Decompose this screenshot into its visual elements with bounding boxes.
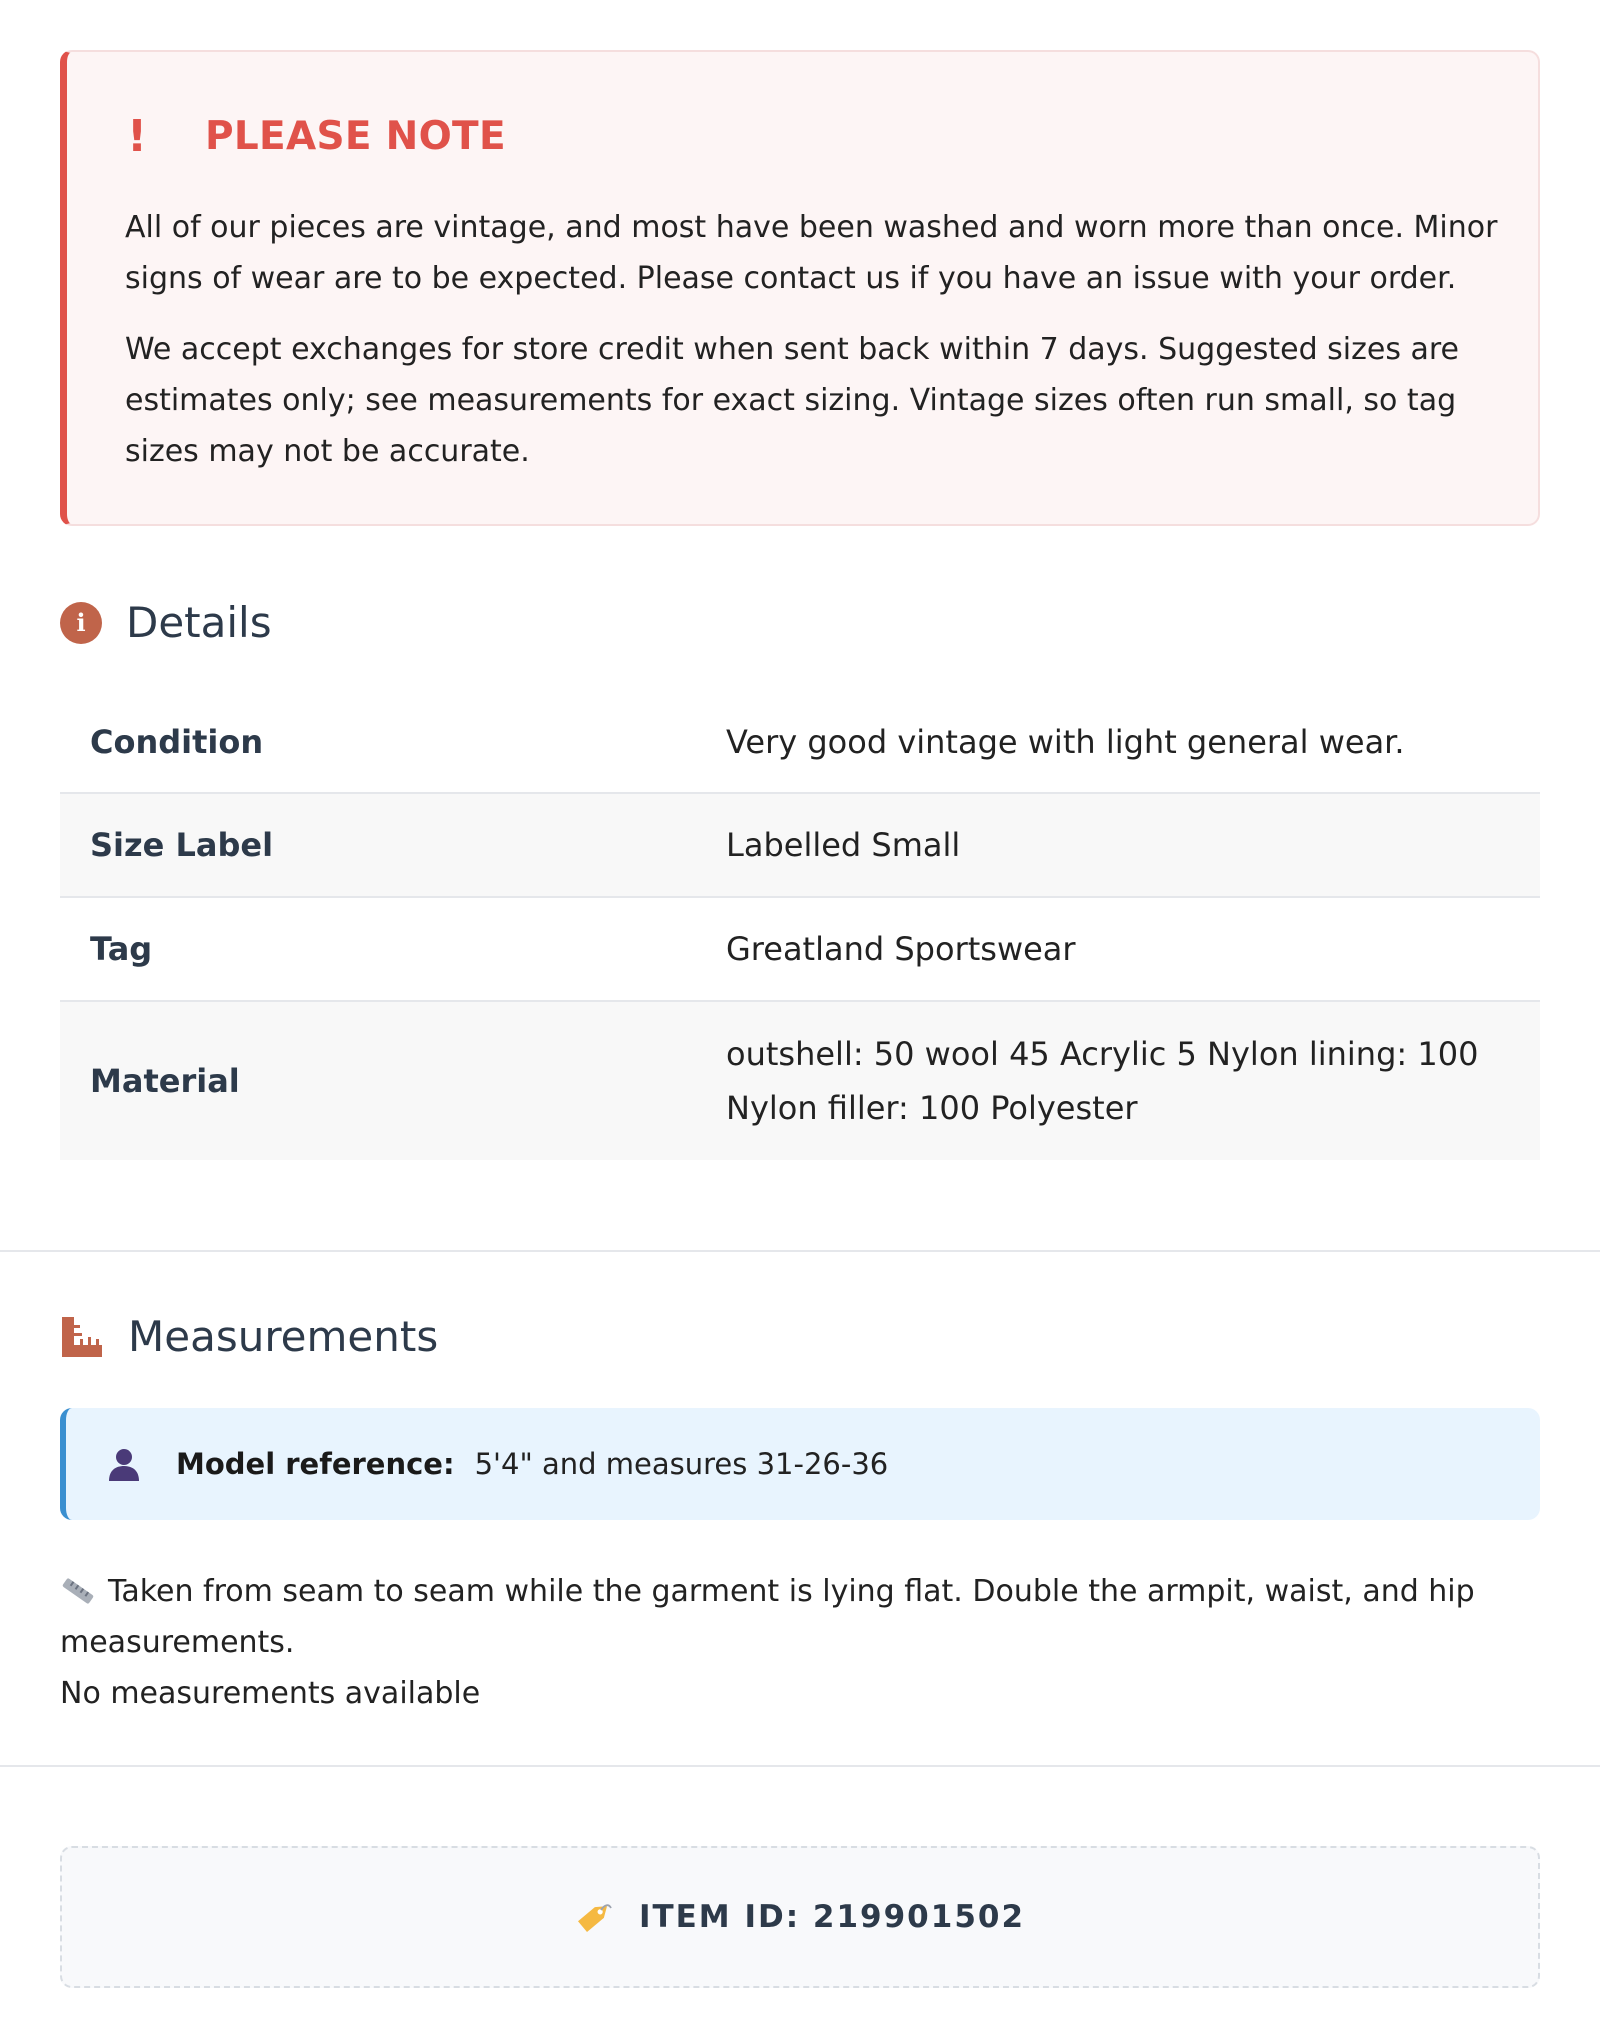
- note-paragraph-2: We accept exchanges for store credit when sent back within 7 days. Suggested sizes are estimates only; see measurements for exact sizing. Vintage sizes often run small, so tag sizes may not be accurate.: [125, 332, 1460, 469]
- item-id-text: ITEM ID: 219901502: [638, 1899, 1026, 1935]
- model-reference-value: 5'4" and measures 31-26-36: [474, 1447, 889, 1481]
- person-icon: [106, 1446, 142, 1482]
- row-label: Size Label: [90, 826, 274, 864]
- table-row: [60, 1002, 1540, 1160]
- tag-icon: [575, 1898, 613, 1936]
- section-divider: [0, 1765, 1600, 1767]
- ruler-icon: [60, 1315, 104, 1359]
- measurements-title: Measurements: [128, 1312, 439, 1361]
- exclamation-icon: !: [127, 110, 148, 162]
- no-measurements-text: No measurements available: [60, 1676, 481, 1711]
- row-label: Condition: [90, 723, 264, 761]
- please-note-box: [60, 50, 1540, 526]
- row-value: outshell: 50 wool 45 Acrylic 5 Nylon lining: 100 Nylon filler: 100 Polyester: [726, 1035, 1479, 1127]
- details-table: [60, 692, 1540, 1160]
- row-value: Greatland Sportswear: [726, 930, 1076, 968]
- note-title: PLEASE NOTE: [205, 114, 506, 159]
- row-label: Tag: [90, 930, 153, 968]
- measurement-method-text: Taken from seam to seam while the garment is lying flat. Double the armpit, waist, and hip measurements.: [60, 1574, 1475, 1660]
- details-header: [60, 598, 272, 647]
- model-reference-label: Model reference:: [176, 1447, 455, 1481]
- table-row: [60, 794, 1540, 898]
- note-paragraph-1: All of our pieces are vintage, and most have been washed and worn more than once. Minor signs of wear are to be expected. Please contact us if you have an issue with your order.: [125, 210, 1498, 296]
- row-label: Material: [90, 1062, 240, 1100]
- model-reference-box: [60, 1408, 1540, 1520]
- section-divider: [0, 1250, 1600, 1252]
- measurements-header: [60, 1312, 438, 1361]
- table-row: [60, 692, 1540, 794]
- table-row: [60, 898, 1540, 1002]
- info-icon: i: [60, 602, 102, 644]
- item-id-box: [60, 1846, 1540, 1988]
- row-value: Labelled Small: [726, 826, 961, 864]
- details-title: Details: [126, 598, 272, 647]
- ruler-pencil-icon: [60, 1570, 96, 1598]
- note-header: [127, 110, 506, 162]
- measurements-note: [60, 1566, 1480, 1719]
- row-value: Very good vintage with light general wear.: [726, 723, 1405, 761]
